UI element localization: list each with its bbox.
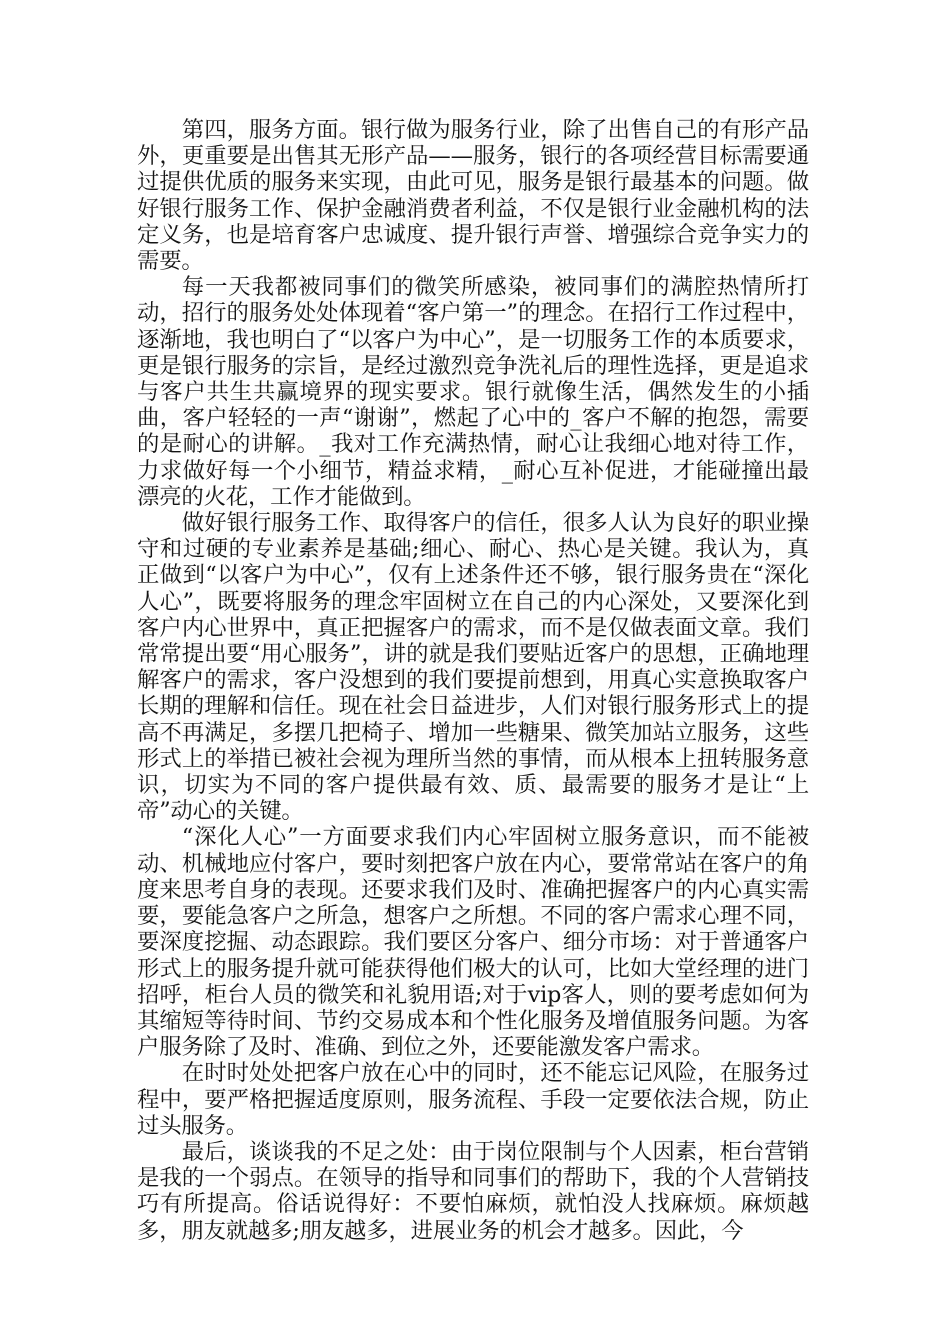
paragraph-customer-first: 每一天我都被同事们的微笑所感染，被同事们的满腔热情所打动，招行的服务处处体现着“客户第一”的理念。在招行工作过程中，逐渐地，我也明白了“以客户为中心”，是一切服务工作的本质要求，更是银行服务的宗旨，是经过激烈竞争洗礼后的理性选择，更是追求与客户共生共赢境界的现实要求。银行就像生活，偶然发生的小插曲，客户轻轻的一声“谢谢”，燃起了心中的_客户不解的抱怨，需要的是耐心的讲解。_我对工作充满热情，耐心让我细心地对待工作，力求做好每一个小细节，精益求精，_耐心互补促进，才能碰撞出最漂亮的火花，工作才能做到。 — [137, 274, 809, 510]
paragraph-earning-trust: 做好银行服务工作、取得客户的信任，很多人认为良好的职业操守和过硬的专业素养是基础;细心、耐心、热心是关键。我认为，真正做到“以客户为中心”，仅有上述条件还不够，银行服务贵在“深化人心”，既要将服务的理念牢固树立在自己的内心深处，又要深化到客户内心世界中，真正把握客户的需求，而不是仅做表面文章。我们常常提出要“用心服务”，讲的就是我们要贴近客户的思想，正确地理解客户的需求，客户没想到的我们要提前想到，用真心实意换取客户长期的理解和信任。现在社会日益进步，人们对银行服务形式上的提高不再满足，多摆几把椅子、增加一些糖果、微笑加站立服务，这些形式上的举措已被社会视为理所当然的事情，而从根本上扭转服务意识，切实为不同的客户提供最有效、质、最需要的服务才是让“上帝”动心的关键。 — [137, 510, 809, 825]
document-body — [137, 117, 809, 1244]
paragraph-risk-awareness: 在时时处处把客户放在心中的同时，还不能忘记风险，在服务过程中，要严格把握适度原则，服务流程、手段一定要依法合规，防止过头服务。 — [137, 1060, 809, 1139]
paragraph-shortcomings: 最后，谈谈我的不足之处：由于岗位限制与个人因素，柜台营销是我的一个弱点。在领导的指导和同事们的帮助下，我的个人营销技巧有所提高。俗话说得好：不要怕麻烦，就怕没人找麻烦。麻烦越多，朋友就越多;朋友越多，进展业务的机会才越多。因此，今 — [137, 1138, 809, 1244]
paragraph-service-aspect: 第四，服务方面。银行做为服务行业，除了出售自己的有形产品外，更重要是出售其无形产品——服务，银行的各项经营目标需要通过提供优质的服务来实现，由此可见，服务是银行最基本的问题。做好银行服务工作、保护金融消费者利益，不仅是银行业金融机构的法定义务，也是培育客户忠诚度、提升银行声誉、增强综合竞争实力的需要。 — [137, 117, 809, 275]
paragraph-deepen-hearts: “深化人心”一方面要求我们内心牢固树立服务意识，而不能被动、机械地应付客户，要时刻把客户放在内心，要常常站在客户的角度来思考自身的表现。还要求我们及时、准确把握客户的内心真实需要，要能急客户之所急，想客户之所想。不同的客户需求心理不同，要深度挖掘、动态跟踪。我们要区分客户、细分市场：对于普通客户形式上的服务提升就可能获得他们极大的认可，比如大堂经理的进门招呼，柜台人员的微笑和礼貌用语;对于vip客人，则的要考虑如何为其缩短等待时间、节约交易成本和个性化服务及增值服务问题。为客户服务除了及时、准确、到位之外，还要能激发客户需求。 — [137, 824, 809, 1061]
